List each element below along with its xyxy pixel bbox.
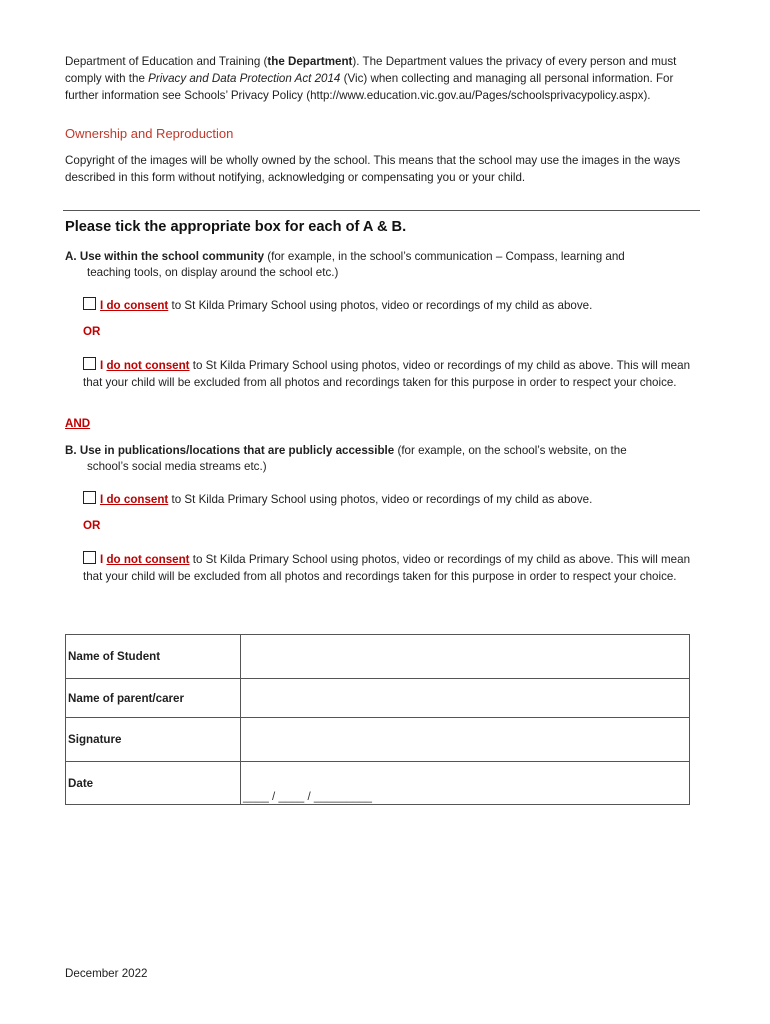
- date-field[interactable]: [241, 762, 690, 805]
- consent-label: I do consent: [100, 299, 169, 312]
- student-name-label: Name of Student: [66, 635, 241, 679]
- section-b-consent-checkbox[interactable]: [83, 491, 96, 504]
- table-row: [66, 635, 690, 679]
- section-a-not-consent-option: [83, 357, 703, 391]
- parent-name-field[interactable]: [241, 679, 690, 718]
- section-b-description-cont: school’s social media streams etc.): [87, 460, 267, 473]
- and-label: AND: [65, 417, 91, 430]
- intro-bold-text: the Department: [267, 55, 353, 68]
- table-row: [66, 762, 690, 805]
- instructions-heading: Please tick the appropriate box for each of A & B.: [65, 219, 407, 235]
- section-b-consent-option: [83, 491, 703, 508]
- footer-date: December 2022: [65, 967, 148, 980]
- privacy-intro-paragraph: [65, 53, 705, 104]
- ownership-paragraph: Copyright of the images will be wholly owned by the school. This means that the school may use the images in the ways described in this form without notifying, acknowledging or compensating you or your child.: [65, 154, 681, 184]
- ownership-heading: Ownership and Reproduction: [65, 126, 234, 141]
- parent-name-label: Name of parent/carer: [66, 679, 241, 718]
- signature-label: Signature: [66, 718, 241, 762]
- or-label: OR: [83, 325, 101, 338]
- date-blank: ____ / ____ / _________: [243, 789, 372, 803]
- intro-text: ). The Department values the privacy of every person and must comply with the: [65, 55, 677, 85]
- section-a-description-cont: teaching tools, on display around the school etc.): [87, 266, 339, 279]
- section-a-consent-option: [83, 297, 703, 314]
- section-a-not-consent-checkbox[interactable]: [83, 357, 96, 370]
- consent-text: to St Kilda Primary School using photos, video or recordings of my child as above.: [168, 299, 593, 312]
- table-row: [66, 718, 690, 762]
- student-name-field[interactable]: [241, 635, 690, 679]
- section-b-not-consent-checkbox[interactable]: [83, 551, 96, 564]
- not-consent-label: do not consent: [106, 359, 190, 372]
- table-row: [66, 679, 690, 718]
- consent-label: I do consent: [100, 493, 169, 506]
- section-b-heading: [65, 443, 705, 475]
- student-details-table: [65, 634, 690, 805]
- section-a-label: A. Use within the school community: [65, 250, 265, 263]
- section-a-description: (for example, in the school’s communication – Compass, learning and: [264, 250, 625, 263]
- consent-text: to St Kilda Primary School using photos, video or recordings of my child as above.: [168, 493, 593, 506]
- section-b-label: B. Use in publications/locations that are publicly accessible: [65, 444, 395, 457]
- intro-text: (Vic) when collecting and managing all personal information. For further information see Schools’ Privacy Policy (http://www.education.vic.gov.au/Pages/schoolsprivacypolicy.aspx).: [65, 72, 674, 102]
- section-b-not-consent-option: [83, 551, 703, 585]
- section-b-description: (for example, on the school’s website, on the: [394, 444, 627, 457]
- not-consent-i: I: [100, 553, 107, 566]
- not-consent-i: I: [100, 359, 107, 372]
- or-label: OR: [83, 519, 101, 532]
- date-label: Date: [66, 762, 241, 805]
- not-consent-label: do not consent: [106, 553, 190, 566]
- section-a-heading: [65, 249, 705, 281]
- signature-field[interactable]: [241, 718, 690, 762]
- section-a-consent-checkbox[interactable]: [83, 297, 96, 310]
- not-consent-text: to St Kilda Primary School using photos, video or recordings of my child as above. This will mean that your child will be excluded from all photos and recordings taken for this purpose in order to respect your choice.: [83, 359, 691, 389]
- intro-act-name: Privacy and Data Protection Act 2014: [148, 72, 341, 85]
- section-divider: [63, 210, 700, 211]
- intro-text: Department of Education and Training (: [65, 55, 268, 68]
- not-consent-text: to St Kilda Primary School using photos, video or recordings of my child as above. This will mean that your child will be excluded from all photos and recordings taken for this purpose in order to respect your choice.: [83, 553, 691, 583]
